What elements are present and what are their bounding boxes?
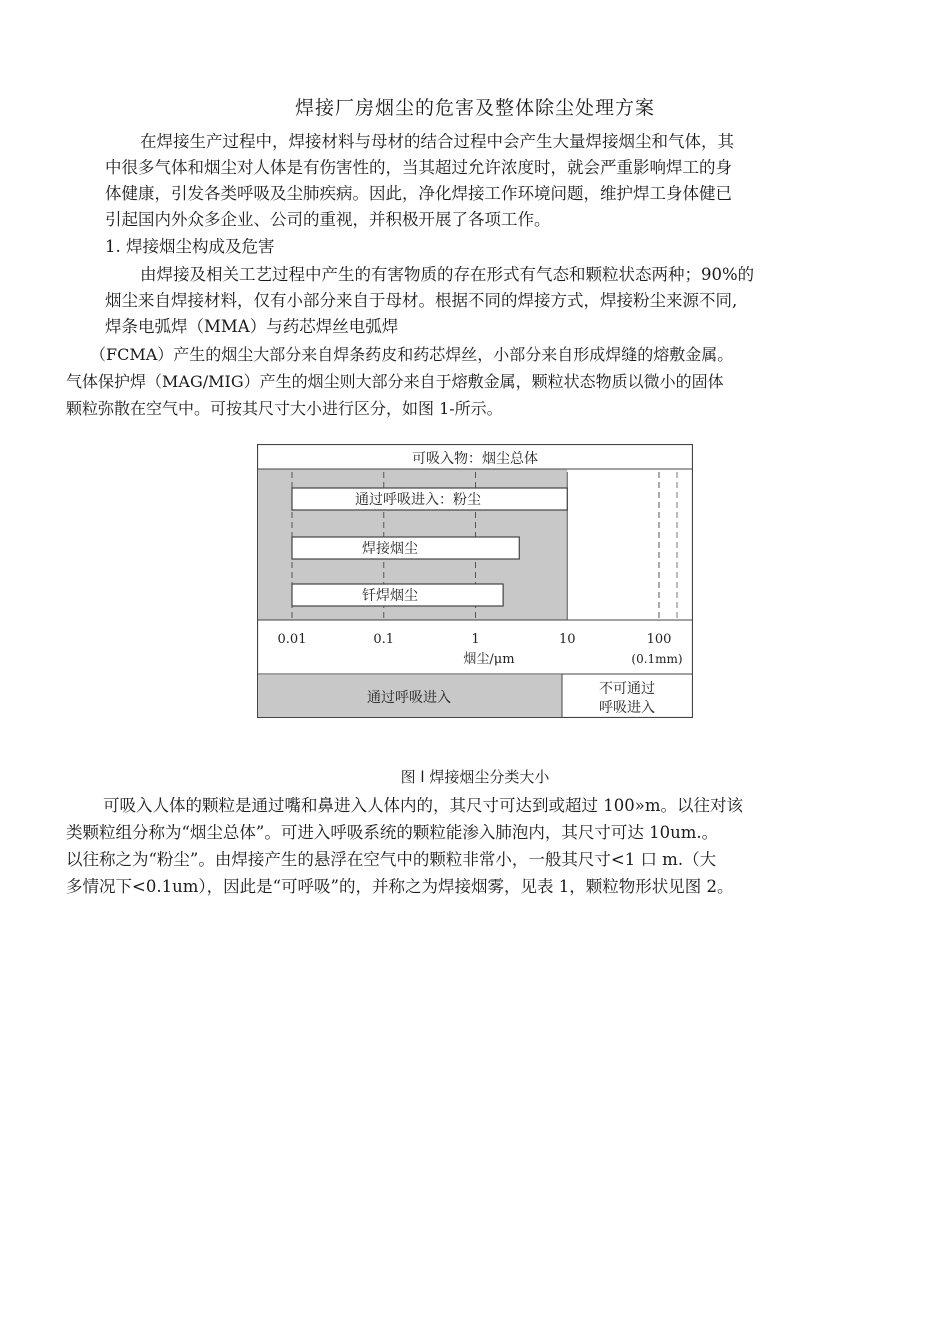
body-line: 气体保护焊（MAG/MIG）产生的烟尘则大部分来自于熔敷金属，颗粒状态物质以微小的固体 (66, 372, 724, 391)
tick-label: 0.01 (277, 632, 307, 647)
zone-left-label: 通过呼吸进入 (367, 690, 451, 706)
body-line: 类颗粒组分称为“烟尘总体”。可进入呼吸系统的颗粒能渗入肺泡内，其尺寸可达 10um.。 (66, 823, 719, 842)
body-line: 可吸入人体的颗粒是通过嘴和鼻进入人体内的，其尺寸可达到或超过 100»m。以往对该 (103, 796, 743, 815)
tick-label: 1 (471, 632, 480, 647)
x-axis-label: 烟尘/μm (463, 652, 515, 667)
body-line: 由焊接及相关工艺过程中产生的有害物质的存在形式有气态和颗粒状态两种；90%的 (140, 265, 755, 284)
x-extra-label: (0.1mm) (631, 652, 683, 666)
body-line: 焊条电弧焊（MMA）与药芯焊丝电弧焊 (105, 317, 399, 336)
tick-label: 100 (646, 632, 672, 647)
section-heading: 1. 焊接烟尘构成及危害 (105, 237, 275, 256)
body-line: 颗粒弥散在空气中。可按其尺寸大小进行区分，如图 1-所示。 (66, 399, 503, 418)
figure-particle-size (257, 444, 693, 718)
intro-line: 中很多气体和烟尘对人体是有伤害性的，当其超过允许浓度时，就会严重影响焊工的身 (105, 158, 732, 177)
intro-line: 引起国内外众多企业、公司的重视，并积极开展了各项工作。 (105, 210, 551, 229)
zone-right-label-2: 呼吸进入 (599, 700, 655, 716)
bar-label: 钎焊烟尘 (362, 588, 418, 604)
figure-caption: 图 l 焊接烟尘分类大小 (400, 768, 550, 786)
chart-svg (257, 444, 693, 718)
chart-title: 可吸入物：烟尘总体 (412, 451, 538, 467)
tick-label: 10 (558, 632, 576, 647)
bar-label: 通过呼吸进入：粉尘 (355, 492, 481, 508)
page-title: 焊接厂房烟尘的危害及整体除尘处理方案 (294, 97, 655, 119)
bar-label: 焊接烟尘 (362, 541, 418, 557)
tick-label: 0.1 (373, 632, 395, 647)
intro-line: 在焊接生产过程中，焊接材料与母材的结合过程中会产生大量焊接烟尘和气体，其 (140, 132, 734, 151)
body-line: 烟尘来自焊接材料，仅有小部分来自于母材。根据不同的焊接方式，焊接粉尘来源不同, (105, 291, 738, 310)
body-line: 以往称之为“粉尘”。由焊接产生的悬浮在空气中的颗粒非常小，一般其尺寸<1 口 m.（大 (66, 850, 717, 869)
body-line: 多情况下<0.1um），因此是“可呼吸”的，并称之为焊接烟雾，见表 1，颗粒物形状见图 2。 (66, 877, 734, 896)
zone-right-label-1: 不可通过 (599, 681, 655, 697)
intro-line: 体健康，引发各类呼吸及尘肺疾病。因此，净化焊接工作环境问题，维护焊工身体健已 (105, 184, 732, 203)
body-line: （FCMA）产生的烟尘大部分来自焊条药皮和药芯焊丝，小部分来自形成焊缝的熔敷金属。 (90, 345, 734, 364)
